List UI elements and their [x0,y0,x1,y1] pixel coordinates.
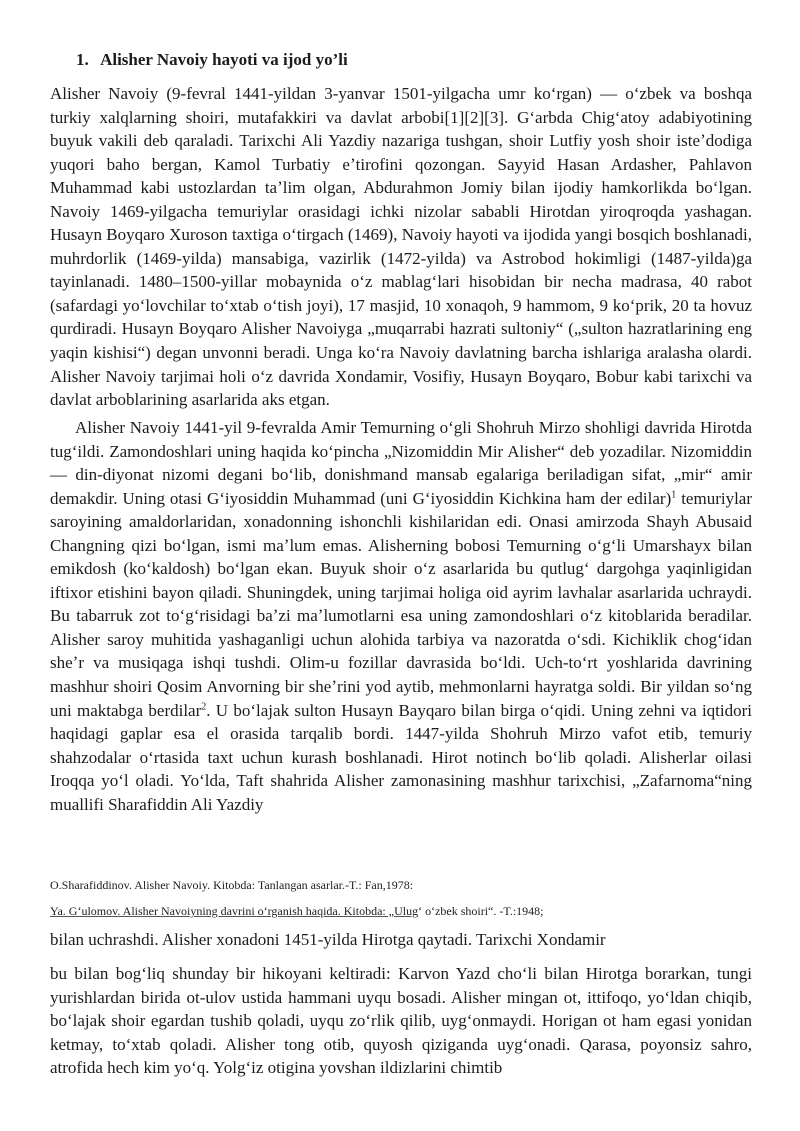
footnote-1: O.Sharafiddinov. Alisher Navoiy. Kitobda: Tanlangan asarlar.-T.: Fan,1978: [50,878,414,892]
paragraph-text: temuriylar saroyining amaldorlaridan, xonadonning ishonchli kishilaridan edi. Onasi amirzoda Shayh Abusaid Changning qizi boʻlgan, ismi maʼlum emas. Alisherning bobosi Temurning oʻgʻli Umarshayx bilan emikdosh (koʻkaldosh) boʻlgan ekan. Buyuk shoir oʻz asarlarida bu qutlugʻ dargohga yaqinligidan iftixor etishini bayon qiladi. Shuningdek, uning tarjimai holiga oid ayrim lavhalar asarlarida uchraydi. Bu tabarruk zot toʻgʻrisidagi baʼzi maʼlumotlarni esa uning zamondoshlari oʻz kitoblarida beradilar. Alisher saroy muhitida yashaganligi uchun alohida tarbiya va nazoratda oʻsdi. Kichiklik chogʻidan sheʼr va musiqaga ishqi tushdi. Olim-u fozillar davrasida boʻldi. Uch-toʻrt yoshlarida davrining mashhur shoiri Qosim Anvorning bir sheʼrini yod aytib, mehmonlarni hayratga soldi. Bir yildan soʻng uni maktabga berdilar [50,488,753,720]
section-title: Alisher Navoiy hayoti va ijod yo’li [100,50,348,69]
paragraph-text: Alisher Navoiy 1441-yil 9-fevralda Amir Temurning oʻgli Shohruh Mirzo shohligi davrida Hirotda tugʻildi. Zamondoshlari uning haqida koʻpincha „Nizomiddin Mir Alisher“ deb yozadilar. Nizomiddin — din-diyonat nizomi degani boʻlib, donishmand mansab egalariga beriladigan sifat, „mir“ amir demakdir. Uning otasi Gʻiyosiddin Muhammad (uni Gʻiyosiddin Kichkina ham der edilar) [50,418,752,508]
section-heading [76,50,348,70]
paragraph-early-life [50,416,752,816]
paragraph-text: . U boʻlajak sulton Husayn Bayqaro bilan birga oʻqidi. Uning zehni va iqtidori haqidagi gaplar esa el orasida tarqalib bordi. 1447-yilda Shohruh Mirzo vafot etib, temuriy shahzodalar oʻrtasida taxt uchun kurash boshlanadi. Hirot notinch boʻlib qoladi. Alisherlar oilasi Iroqqa yoʻl oladi. Yoʻlda, Taft shahrida Alisher zamonasining mashhur tarixchisi, „Zafarnoma“ning muallifi Sharafiddin Ali Yazdiy [50,700,753,814]
footnote-2-underlined: Ya. Gʻulomov. Alisher Navoiyning davrini oʻrganish haqida. Kitobda: „Ulug [50,904,419,918]
footnote-ref-2: 2 [201,700,207,712]
footnote-2-rest: ʻ oʻzbek shoiri“. -T.:1948; [418,904,544,918]
section-number: 1. [76,50,89,69]
footnote-2 [50,904,544,919]
footnote-ref-1: 1 [671,488,677,500]
paragraph-biography-intro: Alisher Navoiy (9-fevral 1441-yildan 3-yanvar 1501-yilgacha umr koʻrgan) — oʻzbek va boshqa turkiy xalqlarning shoiri, mutafakkiri va davlat arbobi[1][2][3]. Gʻarbda Chigʻatoy adabiyotining buyuk vakili deb qaraladi. Tarixchi Ali Yazdiy nazariga tushgan, shoir Lutfiy yosh shoir isteʼdodiga yuqori baho bergan, Kamol Turbatiy eʼtirofini qozongan. Sayyid Hasan Ardasher, Pahlavon Muhammad kabi ustozlardan taʼlim olgan, Abdurahmon Jomiy bilan ijodiy hamkorlikda boʻlgan. Navoiy 1469-yilgacha temuriylar orasidagi ichki nizolar sababli Hirotdan yiroqroqda yashagan. Husayn Boyqaro Xuroson taxtiga oʻtirgach (1469), Navoiy hayoti va ijodida yangi bosqich boshlanadi, muhrdorlik (1469-yilda) mansabiga, vazirlik (1472-yilda) va Astrobod hokimligi (1487-yilda)ga tayinlanadi. 1480–1500-yillar mobaynida oʻz mablagʻlari hisobidan bir necha madrasa, 40 rabot (safardagi yoʻlovchilar toʻxtab oʻtish joyi), 17 masjid, 10 xonaqoh, 9 hammom, 9 koʻprik, 20 ta hovuz qurdiradi. Husayn Boyqaro Alisher Navoiyga „muqarrabi hazrati sultoniy“ („sulton hazratlarining eng yaqin kishisi“) degan unvonni beradi. Unga koʻra Navoiy davlatning barcha ishlariga aralasha olardi. Alisher Navoiy tarjimai holi oʻz davrida Xondamir, Vosifiy, Husayn Boyqaro, Bobur kabi tarixchi va davlat arboblarining asarlarida aks etgan. [50,84,752,410]
continuation-line: bilan uchrashdi. Alisher xonadoni 1451-yilda Hirotga qaytadi. Tarixchi Xondamir [50,930,606,949]
paragraph-journey-story: bu bilan bogʻliq shunday bir hikoyani keltiradi: Karvon Yazd choʻli bilan Hirotga borarkan, tungi yurishlardan birida ot-ulov ustida hammani uyqu bosadi. Alisher mingan ot, ittifoqo, yoʻldan chiqib, boʻlajak shoir egardan tushib qoladi, uyqu zoʻrlik qilib, uygʻonmaydi. Horigan ot ham egasi yonidan ketmay, toʻxtab qoladi. Alisher tong otib, quyosh qiziganda uygʻonadi. Qarasa, poyonsiz sahro, atrofida hech kim yoʻq. Yolgʻiz otigina yovshan ildizlarini chimtib [50,964,752,1078]
